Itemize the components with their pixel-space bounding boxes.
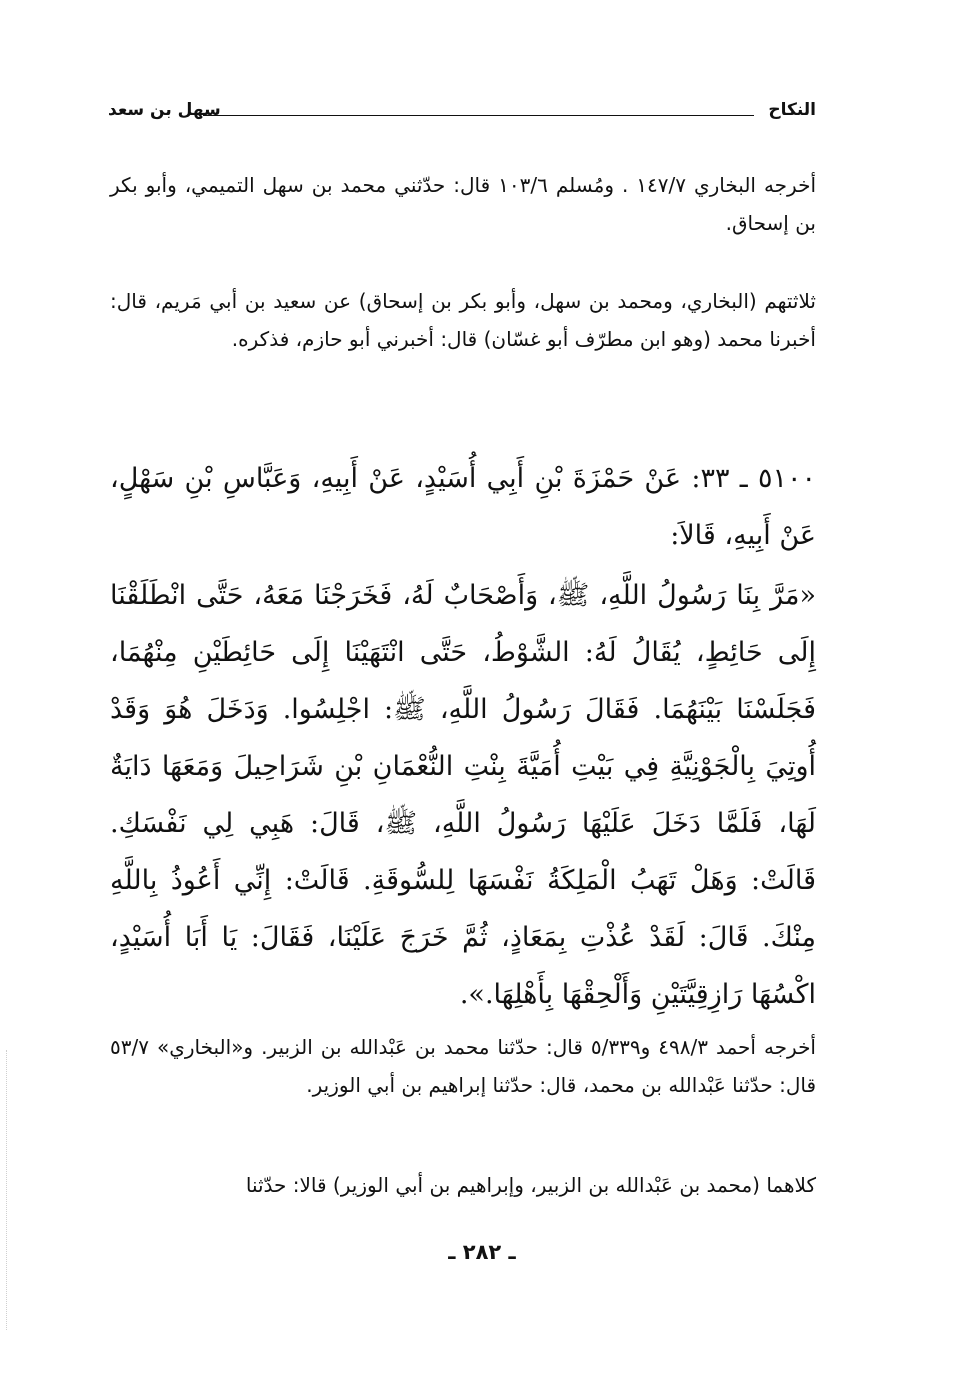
- takhrij-note-1: [110, 166, 816, 242]
- takhrij-text: أخرجه البخاري ١٤٧/٧ . ومُسلم ١٠٣/٦ قال: حدّثني محمد بن سهل التميمي، وأبو بكر بن إسحاق.: [110, 173, 816, 235]
- header-rule: [203, 115, 754, 116]
- page-number: ـ ٢٨٢ ـ: [448, 1240, 516, 1264]
- hadith-matn: [110, 567, 816, 1023]
- hadith-isnad: [110, 450, 816, 564]
- matn-text: «مَرَّ بِنَا رَسُولُ اللَّهِ، ﷺ، وَأَصْحَابٌ لَهُ، فَخَرَجْنَا مَعَهُ، حَتَّى انْطَلَقْنَا إِلَى حَائِطٍ، يُقَالُ لَهُ: الشَّوْطُ، حَتَّى انْتَهَيْنَا إِلَى حَائِطَيْنِ مِنْهُمَا، فَجَلَسْنَا بَيْنَهُمَا. فَقَالَ رَسُولُ اللَّهِ، ﷺ: اجْلِسُوا. وَدَخَلَ هُوَ وَقَدْ أُوتِيَ بِالْجَوْنِيَّةِ فِي بَيْتِ أُمَيَّةَ بِنْتِ النُّعْمَانِ بْنِ شَرَاحِيلَ وَمَعَهَا دَايَةٌ لَهَا، فَلَمَّا دَخَلَ عَلَيْهَا رَسُولُ اللَّهِ، ﷺ، قَالَ: هَبِي لِي نَفْسَكِ. قَالَتْ: وَهَلْ تَهَبُ الْمَلِكَةُ نَفْسَهَا لِلسُّوقَةِ. قَالَتْ: إِنِّي أَعُوذُ بِاللَّهِ مِنْكَ. قَالَ: لَقَدْ عُذْتِ بِمَعَاذٍ، ثُمَّ خَرَجَ عَلَيْنَا، فَقَالَ: يَا أَبَا أُسَيْدٍ، اكْسُهَا رَازِقِيَّتَيْنِ وَأَلْحِقْهَا بِأَهْلِهَا.».: [110, 580, 816, 1010]
- takhrij-note-3: [110, 1028, 816, 1104]
- takhrij-note-4: [110, 1166, 816, 1204]
- takhrij-note-2: [110, 282, 816, 358]
- chapter-title: النكاح: [768, 100, 816, 120]
- takhrij-text: ثلاثتهم (البخاري، ومحمد بن سهل، وأبو بكر بن إسحاق) عن سعيد بن أبي مَريم، قال: أخبرنا محمد (وهو ابن مطرّف أبو غسّان) قال: أخبرني أبو حازم، فذكره.: [110, 289, 816, 351]
- scan-margin-mark: [6, 1050, 9, 1330]
- takhrij-text: كلاهما (محمد بن عَبْدالله بن الزبير، وإبراهيم بن أبي الوزير) قالا: حدّثنا: [245, 1173, 816, 1197]
- section-title: سهل بن سعد: [108, 100, 221, 120]
- running-header: [108, 100, 816, 130]
- isnad-text: ٥١٠٠ ـ ٣٣: عَنْ حَمْزَةَ بْنِ أَبِي أُسَيْدٍ، عَنْ أَبِيهِ، وَعَبَّاسِ بْنِ سَهْلٍ، عَنْ أَبِيهِ، قَالاَ:: [110, 463, 816, 551]
- takhrij-text: أخرجه أحمد ٤٩٨/٣ و٥/٣٣٩ قال: حدّثنا محمد بن عَبْدالله بن الزبير. و«البخاري» ٥٣/٧ قال: حدّثنا عَبْدالله بن محمد، قال: حدّثنا إبراهيم بن أبي الوزير.: [110, 1035, 816, 1097]
